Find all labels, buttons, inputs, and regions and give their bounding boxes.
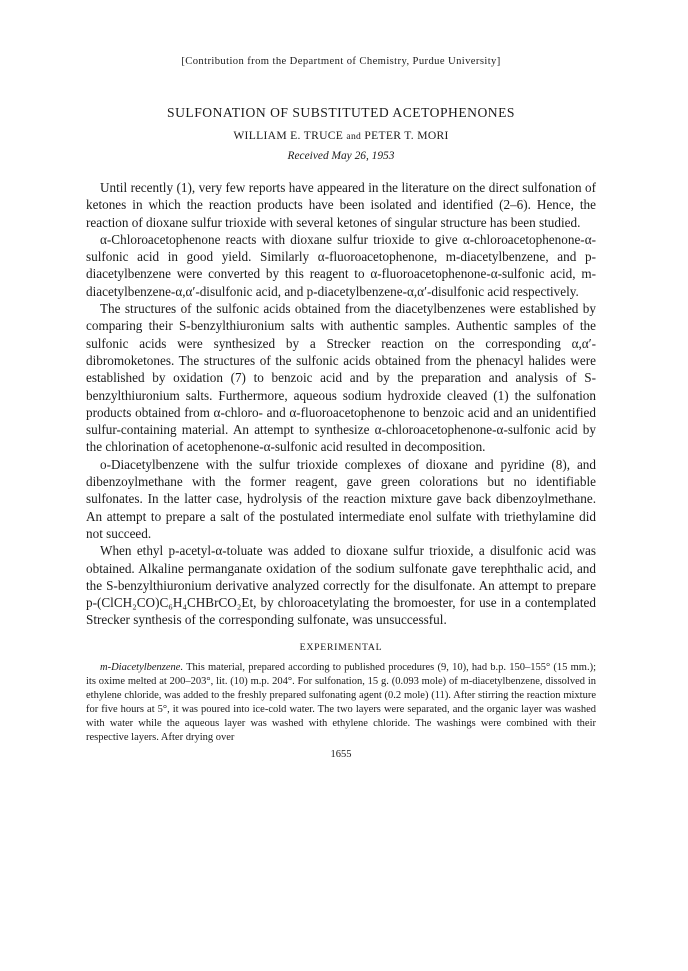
article-body (86, 179, 596, 629)
experimental-paragraph (86, 661, 596, 746)
author-name: WILLIAM E. TRUCE (233, 129, 344, 142)
authors-conjunction: and (346, 131, 362, 142)
authors-line (86, 129, 596, 142)
article-title: SULFONATION OF SUBSTITUTED ACETOPHENONES (167, 105, 515, 120)
body-paragraph: When ethyl p-acetyl-α-toluate was added to dioxane sulfur trioxide, a disulfonic acid was obtained. Alkaline permanganate oxidation of the sodium sulfonate gave terephthalic acid, and the S-benzylthiuronium derivative analyzed correctly for the disulfonate. An attempt to prepare p-(ClCH₂CO)C₆H₄CHBrCO₂Et, by chloroacetylating the bromoester, for use in a contemplated Strecker synthesis of the corresponding sulfonate, was unsuccessful. (86, 543, 596, 628)
section-heading-experimental: EXPERIMENTAL (299, 641, 383, 653)
experimental-section (86, 661, 596, 746)
body-paragraph: α-Chloroacetophenone reacts with dioxane sulfur trioxide to give α-chloroacetophenone-α-sulfonic acid in good yield. Similarly α-fluoroacetophenone, m-diacetylbenzene, and p-diacetylbenzene were converted by this reagent to α-fluoroacetophenone-α-sulfonic acid, m-diacetylbenzene-α,α′-disulfonic acid, and p-diacetylbenzene-α,α′-disulfonic acid respectively. (86, 231, 596, 299)
article-column (86, 56, 596, 760)
author-name: PETER T. MORI (364, 129, 449, 142)
body-paragraph: The structures of the sulfonic acids obtained from the diacetylbenzenes were established by comparing their S-benzylthiuronium salts with authentic samples. Authentic samples of the sulfonic acids were synthesized by a Strecker reaction on the corresponding α,α′-dibromoketones. The structures of the sulfonic acids obtained from the phenacyl halides were established by oxidation (7) to benzoic acid and by the preparation and analysis of S-benzylthiuronium salts. Furthermore, aqueous sodium hydroxide cleaved (1) the sulfonation products obtained from α-chloro- and α-fluoroacetophenone to benzoic acid and an unidentified sulfur-containing material. An attempt to synthesize α-chloroacetophenone-α-sulfonic acid by the chlorination of acetophenone-α-sulfonic acid resulted in decomposition. (86, 301, 596, 455)
compound-heading: m-Diacetylbenzene. (100, 661, 184, 673)
body-paragraph: o-Diacetylbenzene with the sulfur trioxide complexes of dioxane and pyridine (8), and dibenzoylmethane with the former reagent, gave green colorations but no identifiable sulfonates. In the latter case, hydrolysis of the reaction mixture gave back dibenzoylmethane. An attempt to prepare a salt of the postulated intermediate enol sulfate with triethylamine did not succeed. (86, 456, 596, 541)
page-number: 1655 (330, 749, 352, 761)
contribution-line: [Contribution from the Department of Chemistry, Purdue University] (181, 56, 501, 67)
received-date: Received May 26, 1953 (287, 150, 395, 162)
body-paragraph: Until recently (1), very few reports have appeared in the literature on the direct sulfonation of ketones in which the reaction products have been isolated and identified (2–6). Hence, the reaction of dioxane sulfur trioxide with several ketones of singular structure has been studied. (86, 180, 596, 230)
experimental-text: This material, prepared according to published procedures (9, 10), had b.p. 150–155° (15 mm.); its oxime melted at 200–203°, lit. (10) m.p. 204°. For sulfonation, 15 g. (0.093 mole) of m-diacetylbenzene, dissolved in ethylene chloride, was added to the freshly prepared sulfonating agent (0.2 mole) (11). After stirring the reaction mixture for five hours at 5°, it was poured into ice-cold water. The two layers were separated, and the organic layer was washed with water while the aqueous layer was washed with ethylene chloride. The washings were combined with their respective layers. After drying over (86, 661, 596, 744)
